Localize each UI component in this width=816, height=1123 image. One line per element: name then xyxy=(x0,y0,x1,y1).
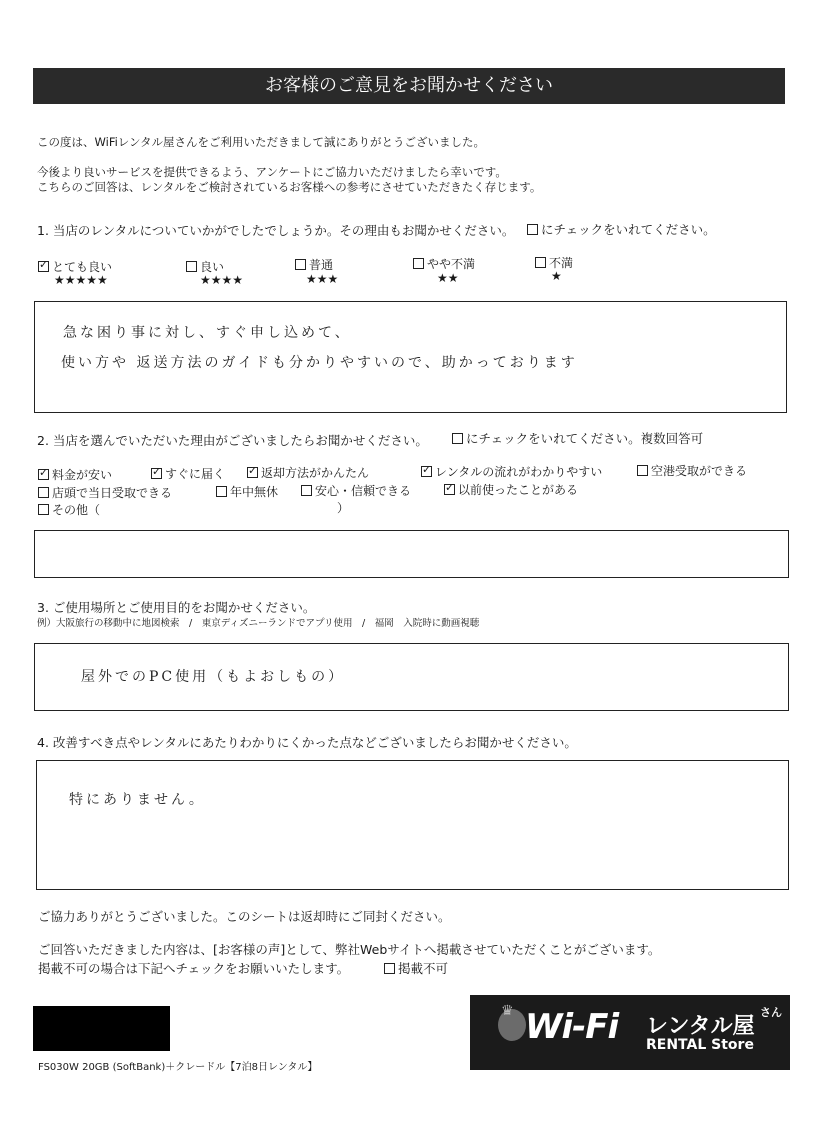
q1-stars-4: ★★★★ xyxy=(200,273,244,287)
q2-option-store-pickup[interactable]: 店頭で当日受取できる xyxy=(38,484,172,501)
q1-stars-3: ★★★ xyxy=(306,272,339,286)
question-4-label: 4. 改善すべき点やレンタルにあたりわかりにくかった点などございましたらお聞かせください。 xyxy=(37,735,577,750)
logo-wifi-text: Wi-Fi xyxy=(525,1007,619,1047)
q2-other-close-paren: ） xyxy=(337,501,350,515)
q2-option-other[interactable]: その他（ xyxy=(38,501,100,518)
checkbox-checked-icon[interactable] xyxy=(247,467,258,478)
question-2-note: にチェックをいれてください。複数回答可 xyxy=(452,429,703,447)
q2-answer-box[interactable] xyxy=(34,530,789,578)
intro-line-2: 今後より良いサービスを提供できるよう、アンケートにご協力いただけましたら幸いです。 xyxy=(37,165,507,179)
checkbox-icon[interactable] xyxy=(637,465,648,476)
product-info: FS030W 20GB (SoftBank)＋クレードル【7泊8日レンタル】 xyxy=(38,1062,318,1073)
question-1-label: 1. 当店のレンタルについていかがでしたでしょうか。その理由もお聞かせください。 xyxy=(37,223,515,238)
intro-line-1: この度は、WiFiレンタル屋さんをご利用いただきまして誠にありがとうございました。 xyxy=(37,135,486,149)
checkbox-icon xyxy=(527,224,538,235)
q3-example: 例）大阪旅行の移動中に地図検索 / 東京ディズニーランドでアプリ使用 / 福岡 入院時に動画視聴 xyxy=(37,618,480,629)
q2-option-trustworthy[interactable]: 安心・信頼できる xyxy=(301,482,411,499)
question-3-label: 3. ご使用場所とご使用目的をお聞かせください。 xyxy=(37,600,316,615)
redacted-block xyxy=(33,1006,170,1051)
checkbox-icon[interactable] xyxy=(38,487,49,498)
q1-option-good[interactable]: 良い xyxy=(186,258,224,275)
checkbox-icon[interactable] xyxy=(216,486,227,497)
survey-title: お客様のご意見をお聞かせください xyxy=(33,68,785,104)
q2-option-fast-delivery[interactable]: ✓ すぐに届く xyxy=(151,465,225,482)
checkbox-checked-icon[interactable] xyxy=(444,484,455,495)
q1-option-average[interactable]: 普通 xyxy=(295,256,333,273)
q2-option-airport-pickup[interactable]: 空港受取ができる xyxy=(637,462,747,479)
checkbox-checked-icon[interactable] xyxy=(151,468,162,479)
closing-thanks: ご協力ありがとうございました。このシートは返却時にご同封ください。 xyxy=(38,909,451,924)
checkbox-checked-icon[interactable] xyxy=(38,261,49,272)
checkbox-icon[interactable] xyxy=(301,485,312,496)
logo-san-text: さん xyxy=(760,1006,782,1019)
checkbox-icon[interactable] xyxy=(186,261,197,272)
publish-notice-2: 掲載不可の場合は下記へチェックをお願いいたします。 xyxy=(38,961,350,976)
question-1-note: にチェックをいれてください。 xyxy=(527,220,716,238)
q4-answer-box[interactable] xyxy=(36,760,789,890)
q1-stars-1: ★ xyxy=(551,269,562,283)
intro-line-3: こちらのご回答は、レンタルをご検討されているお客様への参考にさせていただきたく存じます。 xyxy=(37,180,542,194)
checkbox-icon[interactable] xyxy=(295,259,306,270)
q2-option-easy-return[interactable]: ✓ 返却方法がかんたん xyxy=(247,464,369,481)
checkbox-icon xyxy=(452,433,463,444)
q1-answer-line-1: 急な困り事に対し、すぐ申し込めて、 xyxy=(63,325,352,341)
logo-en-text: RENTAL Store xyxy=(646,1037,754,1053)
q2-option-clear-flow[interactable]: ✓ レンタルの流れがわかりやすい xyxy=(421,463,602,480)
q1-option-unsatisfied[interactable]: 不満 xyxy=(535,254,573,271)
checkbox-checked-icon[interactable] xyxy=(38,469,49,480)
checkbox-icon[interactable] xyxy=(535,257,546,268)
q2-option-cheap[interactable]: ✓料金が安い xyxy=(38,466,112,483)
checkbox-checked-icon[interactable] xyxy=(421,466,432,477)
checkbox-icon[interactable] xyxy=(38,504,49,515)
q1-answer-box[interactable] xyxy=(34,301,787,413)
company-logo xyxy=(470,995,790,1070)
question-2-label: 2. 当店を選んでいただいた理由がございましたらお聞かせください。 xyxy=(37,433,428,448)
no-publish-option[interactable]: 掲載不可 xyxy=(384,959,448,977)
logo-jp-text: レンタル屋 xyxy=(646,1014,755,1039)
q1-option-somewhat-unsatisfied[interactable]: やや不満 xyxy=(413,255,475,272)
q3-answer: 屋外でのPC使用（もよおしもの） xyxy=(81,669,346,685)
q1-answer-line-2: 使い方や 返送方法のガイドも分かりやすいので、助かっております xyxy=(61,355,578,371)
q2-option-used-before[interactable]: ✓ 以前使ったことがある xyxy=(444,481,578,498)
q1-stars-2: ★★ xyxy=(437,271,459,285)
q2-option-open-all-year[interactable]: 年中無休 xyxy=(216,483,278,500)
publish-notice-1: ご回答いただきました内容は、[お客様の声]として、弊社Webサイトへ掲載させていただくことがございます。 xyxy=(38,942,661,957)
q1-stars-5: ★★★★★ xyxy=(54,273,108,287)
crown-icon: ♛ xyxy=(501,1003,514,1019)
q3-answer-box[interactable] xyxy=(34,643,789,711)
checkbox-icon[interactable] xyxy=(413,258,424,269)
checkbox-icon[interactable] xyxy=(384,963,395,974)
q1-option-very-good[interactable]: ✓とても良い xyxy=(38,258,112,275)
q4-answer: 特にありません。 xyxy=(69,792,206,808)
